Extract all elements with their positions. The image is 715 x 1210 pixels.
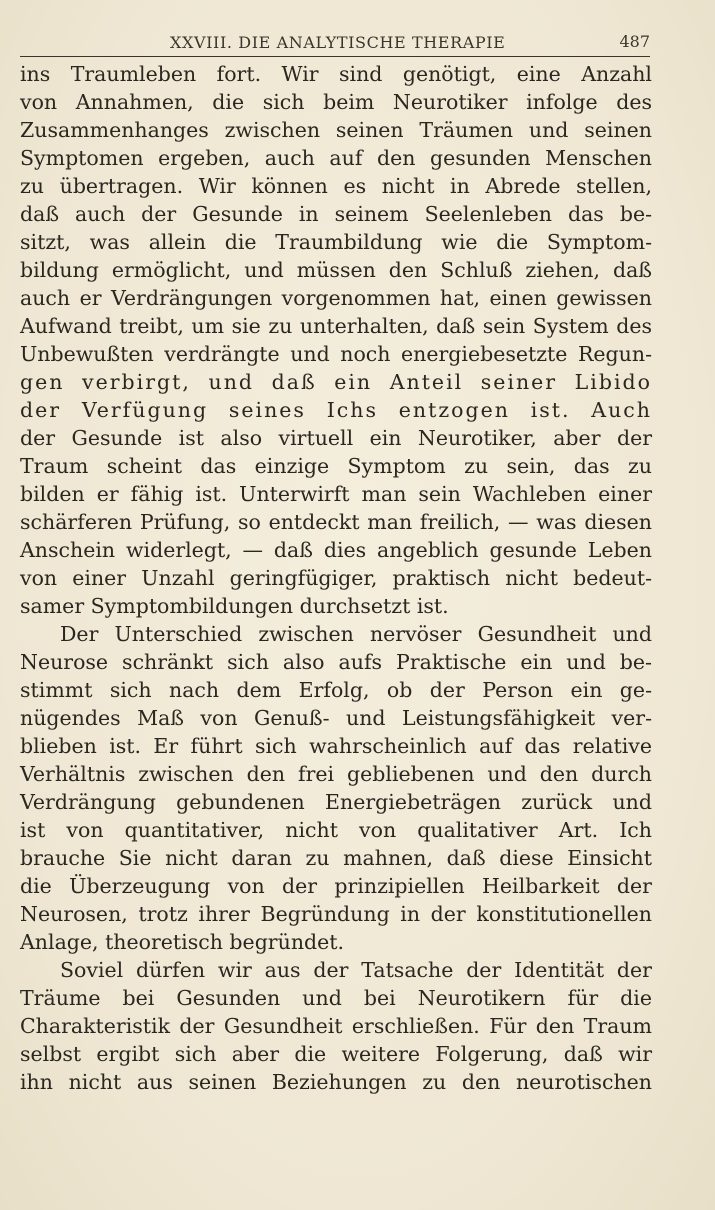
- running-head: XXVIII. DIE ANALYTISCHE THERAPIE: [170, 33, 506, 52]
- text-line: Unbewußten verdrängte und noch energiebesetzte Regun-: [20, 342, 652, 366]
- text-line: Der Unterschied zwischen nervöser Gesundheit und: [60, 622, 652, 646]
- text-line: Verhältnis zwischen den frei gebliebenen und den durch: [20, 762, 652, 786]
- text-line: der Verfügung seines Ichs entzogen ist. Auch: [20, 398, 652, 422]
- text-line: Neurose schränkt sich also aufs Praktische ein und be-: [20, 650, 652, 674]
- text-line: Anschein widerlegt, — daß dies angeblich gesunde Leben: [20, 538, 652, 562]
- text-line: Symptomen ergeben, auch auf den gesunden Menschen: [20, 146, 652, 170]
- page-header: [20, 28, 650, 57]
- text-line: gen verbirgt, und daß ein Anteil seiner Libido: [20, 370, 652, 394]
- text-line: samer Symptombildungen durchsetzt ist.: [20, 594, 449, 618]
- text-line: Soviel dürfen wir aus der Tatsache der Identität der: [60, 958, 652, 982]
- text-line: Zusammenhanges zwischen seinen Träumen und seinen: [20, 118, 652, 142]
- text-line: zu übertragen. Wir können es nicht in Abrede stellen,: [20, 174, 652, 198]
- text-line: stimmt sich nach dem Erfolg, ob der Person ein ge-: [20, 678, 652, 702]
- text-line: brauche Sie nicht daran zu mahnen, daß diese Einsicht: [20, 846, 652, 870]
- text-line: bildung ermöglicht, und müssen den Schluß ziehen, daß: [20, 258, 652, 282]
- text-line: auch er Verdrängungen vorgenommen hat, einen gewissen: [20, 286, 652, 310]
- text-line: Aufwand treibt, um sie zu unterhalten, daß sein System des: [20, 314, 652, 338]
- text-line: ist von quantitativer, nicht von qualitativer Art. Ich: [20, 818, 652, 842]
- text-line: Charakteristik der Gesundheit erschließen. Für den Traum: [20, 1014, 652, 1038]
- text-line: blieben ist. Er führt sich wahrscheinlich auf das relative: [20, 734, 652, 758]
- text-line: schärferen Prüfung, so entdeckt man freilich, — was diesen: [20, 510, 652, 534]
- text-line: Träume bei Gesunden und bei Neurotikern für die: [20, 986, 652, 1010]
- text-line: Verdrängung gebundenen Energiebeträgen zurück und: [20, 790, 652, 814]
- text-line: von einer Unzahl geringfügiger, praktisch nicht bedeut-: [20, 566, 652, 590]
- page-number: 487: [619, 32, 650, 51]
- text-line: daß auch der Gesunde in seinem Seelenleben das be-: [20, 202, 652, 226]
- text-line: nügendes Maß von Genuß- und Leistungsfähigkeit ver-: [20, 706, 652, 730]
- text-line: ins Traumleben fort. Wir sind genötigt, eine Anzahl: [20, 62, 652, 86]
- body-text: [20, 60, 652, 1096]
- text-line: der Gesunde ist also virtuell ein Neurotiker, aber der: [20, 426, 652, 450]
- text-line: bilden er fähig ist. Unterwirft man sein Wachleben einer: [20, 482, 652, 506]
- text-line: Traum scheint das einzige Symptom zu sein, das zu: [20, 454, 652, 478]
- text-line: Anlage, theoretisch begründet.: [20, 930, 345, 954]
- text-line: sitzt, was allein die Traumbildung wie die Symptom-: [20, 230, 652, 254]
- text-line: die Überzeugung von der prinzipiellen Heilbarkeit der: [20, 874, 652, 898]
- text-line: Neurosen, trotz ihrer Begründung in der konstitutionellen: [20, 902, 652, 926]
- text-line: ihn nicht aus seinen Beziehungen zu den neurotischen: [20, 1070, 652, 1094]
- text-line: von Annahmen, die sich beim Neurotiker infolge des: [20, 90, 652, 114]
- text-line: selbst ergibt sich aber die weitere Folgerung, daß wir: [20, 1042, 652, 1066]
